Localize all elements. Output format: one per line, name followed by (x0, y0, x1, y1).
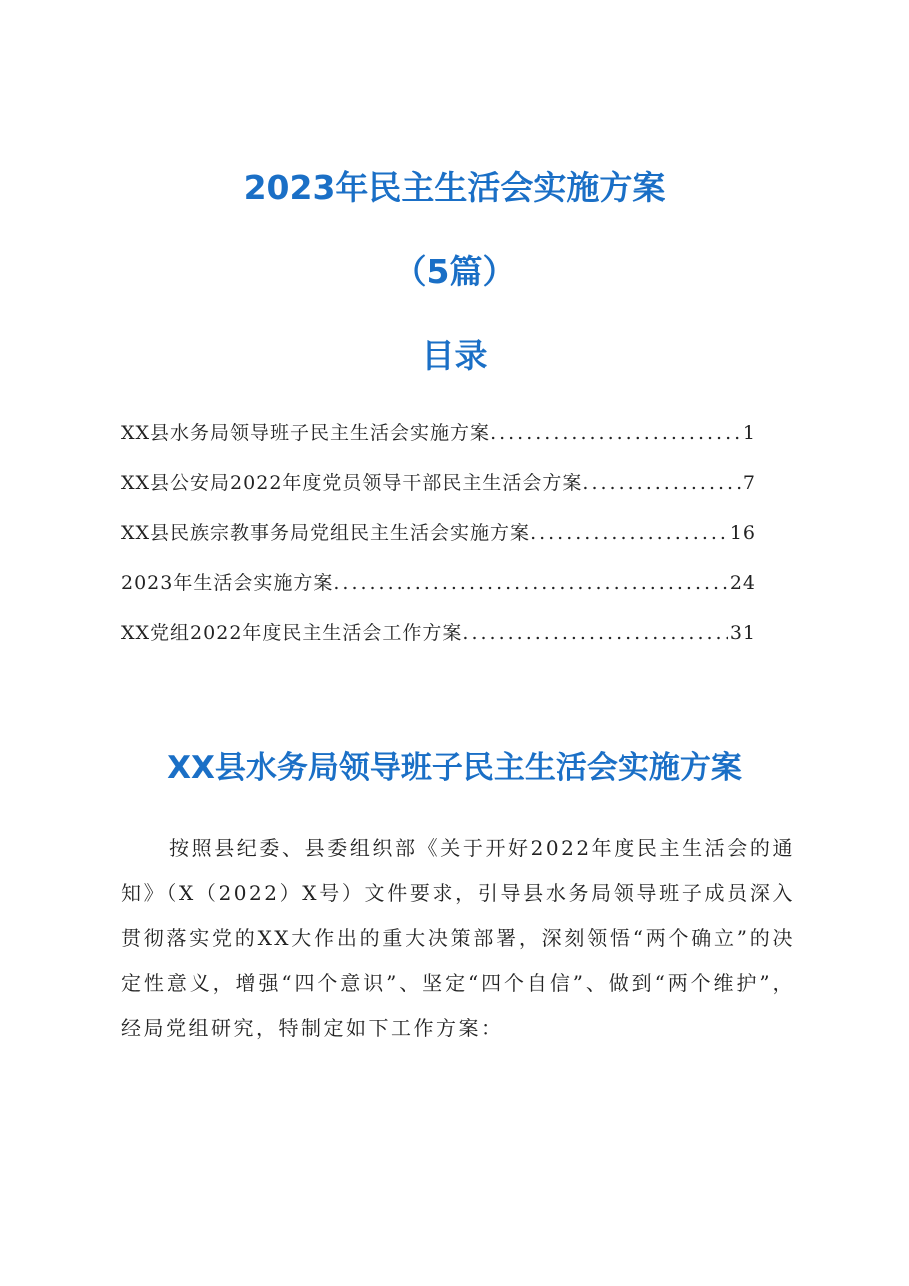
toc-entry[interactable] (121, 518, 756, 568)
toc-entry-page: 7 (742, 472, 756, 494)
toc-leader-dots (582, 472, 740, 494)
toc-entry-label: XX县公安局2022年度党员领导干部民主生活会方案 (121, 472, 583, 494)
table-of-contents (121, 418, 756, 668)
toc-entry-label: XX县水务局领导班子民主生活会实施方案 (121, 422, 491, 444)
document-title: 2023年民主生活会实施方案 (243, 168, 666, 207)
toc-entry-page: 24 (729, 572, 756, 594)
section-title: XX县水务局领导班子民主生活会实施方案 (167, 750, 742, 786)
toc-leader-dots (530, 522, 728, 544)
toc-entry-label: XX党组2022年度民主生活会工作方案 (121, 622, 463, 644)
toc-heading: 目录 (421, 336, 488, 375)
toc-entry-label: 2023年生活会实施方案 (121, 572, 334, 594)
toc-entry-page: 1 (742, 422, 756, 444)
body-paragraph: 按照县纪委、县委组织部《关于开好2022年度民主生活会的通知》（X（2022）X号）文件要求，引导县水务局领导班子成员深入贯彻落实党的XX大作出的重大决策部署，深刻领悟“两个确立”的决定性意义，增强“四个意识”、坚定“四个自信”、做到“两个维护”，经局党组研究，特制定如下工作方案： (121, 836, 795, 1040)
toc-entry-page: 31 (729, 622, 756, 644)
toc-leader-dots (462, 622, 727, 644)
toc-entry-page: 16 (729, 522, 756, 544)
toc-entry[interactable] (121, 568, 756, 618)
document-count: （5篇） (393, 252, 516, 291)
toc-leader-dots (490, 422, 741, 444)
toc-entry[interactable] (121, 418, 756, 468)
toc-leader-dots (333, 572, 727, 594)
toc-entry[interactable] (121, 468, 756, 518)
toc-entry-label: XX县民族宗教事务局党组民主生活会实施方案 (121, 522, 531, 544)
toc-entry[interactable] (121, 618, 756, 668)
